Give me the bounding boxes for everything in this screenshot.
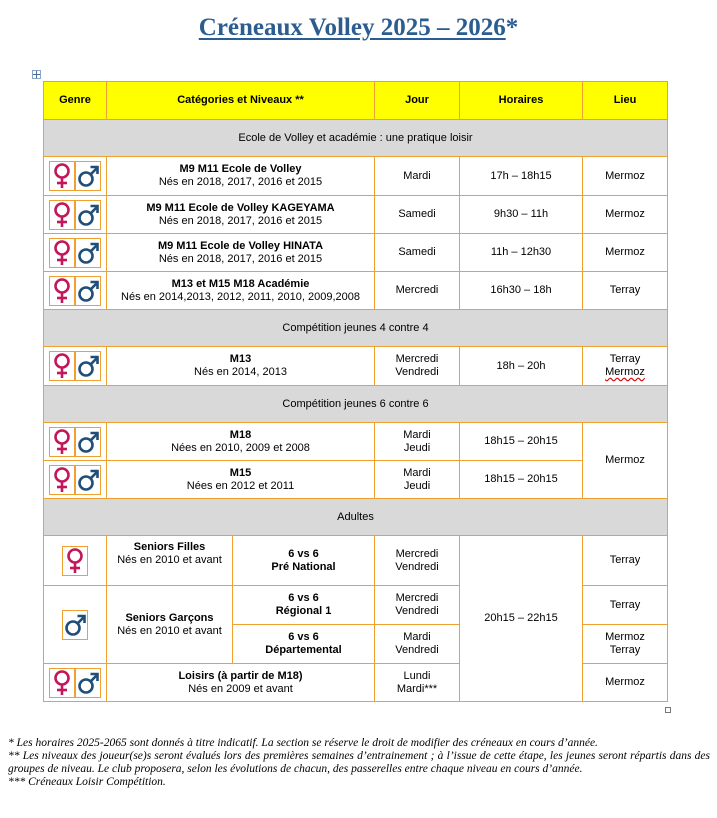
table-move-handle-icon[interactable]: [32, 70, 41, 79]
day-2: Vendredi: [395, 560, 439, 573]
day-1: Mercredi: [395, 592, 439, 604]
table-resize-handle[interactable]: [665, 707, 671, 713]
level-name: Départemental: [265, 644, 342, 656]
birth-years: Nés en 2010 et avant: [117, 554, 222, 566]
category-name: M15: [229, 466, 252, 479]
day-2: Jeudi: [403, 441, 431, 454]
day-1: Mardi: [403, 428, 431, 441]
category-cell: [107, 423, 375, 461]
genre-cell: [44, 423, 107, 461]
place-cell: Terray: [583, 272, 668, 310]
genre-cell: [44, 586, 107, 664]
place-1: Mermoz: [605, 631, 645, 643]
place-cell: Mermoz: [583, 234, 668, 272]
female-symbol-icon: [49, 238, 75, 268]
time-cell: 11h – 12h30: [460, 234, 583, 272]
day-cell: Mercredi: [375, 272, 460, 310]
level-cell: [233, 625, 375, 664]
day-cell: [375, 423, 460, 461]
place-cell: [583, 347, 668, 386]
day-2: Vendredi: [395, 644, 439, 656]
section-comp4: Compétition jeunes 4 contre 4: [44, 310, 668, 347]
category-cell: [107, 536, 233, 586]
category-name: Seniors Garçons: [125, 611, 214, 624]
footnote-3: *** Créneaux Loisir Compétition.: [8, 776, 166, 788]
level-name: Régional 1: [275, 605, 332, 617]
genre-cell: [44, 272, 107, 310]
section-row: [44, 386, 668, 423]
section-row: [44, 310, 668, 347]
section-comp6: Compétition jeunes 6 contre 6: [44, 386, 668, 423]
genre-cell: [44, 461, 107, 499]
day-cell: [375, 625, 460, 664]
day-cell: [375, 586, 460, 625]
male-symbol-icon: [75, 161, 101, 191]
time-cell: 18h15 – 20h15: [460, 461, 583, 499]
place-cell: Terray: [583, 536, 668, 586]
day-2: Jeudi: [403, 479, 431, 492]
day-cell: Mardi: [375, 157, 460, 196]
level-cell: [233, 536, 375, 586]
birth-years: Nés en 2014,2013, 2012, 2011, 2010, 2009,2008: [121, 290, 360, 303]
table-row: [44, 272, 668, 310]
header-horaires: Horaires: [460, 82, 583, 120]
day-1: Mercredi: [395, 547, 439, 560]
category-cell: [107, 272, 375, 310]
title-asterisk: *: [505, 14, 519, 41]
header-categories: Catégories et Niveaux **: [107, 82, 375, 120]
time-cell: 16h30 – 18h: [460, 272, 583, 310]
genre-cell: [44, 196, 107, 234]
table-row: [44, 157, 668, 196]
category-cell: [107, 196, 375, 234]
header-lieu: Lieu: [583, 82, 668, 120]
day-1: Mardi: [403, 466, 431, 479]
genre-cell: [44, 234, 107, 272]
day-cell: [375, 461, 460, 499]
time-cell: 18h – 20h: [460, 347, 583, 386]
category-cell: [107, 234, 375, 272]
footnote-1: * Les horaires 2025-2065 sont donnés à titre indicatif. La section se réserve le droit de modifier des créneaux en cours d’année.: [8, 737, 598, 749]
day-cell: Samedi: [375, 234, 460, 272]
genre-cell: [44, 157, 107, 196]
header-jour: Jour: [375, 82, 460, 120]
table-row: [44, 347, 668, 386]
male-symbol-icon: [75, 427, 101, 457]
section-row: [44, 120, 668, 157]
time-cell: 17h – 18h15: [460, 157, 583, 196]
header-row: [44, 82, 668, 120]
male-symbol-icon: [75, 276, 101, 306]
day-1: Mercredi: [395, 353, 439, 365]
category-name: M9 M11 Ecole de Volley KAGEYAMA: [146, 201, 335, 214]
level-format: 6 vs 6: [288, 592, 319, 604]
section-adultes: Adultes: [44, 499, 668, 536]
category-name: M9 M11 Ecole de Volley: [179, 163, 302, 175]
place-cell: Mermoz: [583, 664, 668, 702]
place-cell: Mermoz: [583, 423, 668, 499]
footnote-2: ** Les niveaux des joueur(se)s seront évalués lors des premières semaines d’entrainement ; à l’issue de cette étape, les jeunes seront répartis dans des groupes de niveau. Le club proposera, selon les évolutions de chacun, des passerelles entre chaque niveau en cours d’année.: [8, 750, 710, 775]
place-2: Mermoz: [605, 366, 645, 378]
male-symbol-icon: [75, 238, 101, 268]
category-name: M9 M11 Ecole de Volley HINATA: [157, 239, 324, 252]
male-symbol-icon: [75, 351, 101, 381]
category-cell: [107, 461, 375, 499]
day-2: Vendredi: [395, 366, 439, 378]
category-name: Loisirs (à partir de M18): [178, 669, 303, 682]
female-symbol-icon: [49, 351, 75, 381]
section-row: [44, 499, 668, 536]
section-ecole: Ecole de Volley et académie : une pratique loisir: [44, 120, 668, 157]
table-row: [44, 536, 668, 586]
table-row: [44, 461, 668, 499]
category-cell: [107, 586, 233, 664]
place-cell: [583, 625, 668, 664]
category-cell: [107, 157, 375, 196]
table-row: [44, 423, 668, 461]
female-symbol-icon: [49, 200, 75, 230]
genre-cell: [44, 536, 107, 586]
day-2: Vendredi: [395, 605, 439, 617]
female-symbol-icon: [49, 276, 75, 306]
time-cell: 18h15 – 20h15: [460, 423, 583, 461]
time-cell: 20h15 – 22h15: [460, 536, 583, 702]
level-name: Pré National: [271, 560, 336, 573]
day-cell: [375, 347, 460, 386]
male-symbol-icon: [62, 610, 88, 640]
place-cell: Mermoz: [583, 157, 668, 196]
male-symbol-icon: [75, 668, 101, 698]
place-cell: Mermoz: [583, 196, 668, 234]
header-genre: Genre: [44, 82, 107, 120]
female-symbol-icon: [49, 161, 75, 191]
female-symbol-icon: [49, 465, 75, 495]
day-cell: [375, 536, 460, 586]
category-name: M13 et M15 M18 Académie: [171, 277, 310, 290]
male-symbol-icon: [75, 200, 101, 230]
birth-years: Nés en 2018, 2017, 2016 et 2015: [158, 176, 323, 188]
day-1: Mardi: [403, 631, 431, 643]
female-symbol-icon: [62, 546, 88, 576]
birth-years: Nés en 2014, 2013: [194, 366, 287, 378]
table-row: [44, 234, 668, 272]
schedule-table: [43, 81, 668, 702]
title-text: Créneaux Volley 2025 – 2026: [198, 14, 506, 41]
page-title: [0, 14, 717, 42]
category-name: M18: [229, 428, 252, 441]
male-symbol-icon: [75, 465, 101, 495]
table-row: [44, 196, 668, 234]
place-2: Terray: [609, 644, 641, 656]
day-cell: Samedi: [375, 196, 460, 234]
birth-years: Nés en 2018, 2017, 2016 et 2015: [158, 252, 323, 265]
birth-years: Nés en 2009 et avant: [188, 682, 293, 695]
place-cell: Terray: [583, 586, 668, 625]
birth-years: Nés en 2018, 2017, 2016 et 2015: [158, 214, 323, 227]
genre-cell: [44, 664, 107, 702]
day-cell: [375, 664, 460, 702]
time-cell: 9h30 – 11h: [460, 196, 583, 234]
genre-cell: [44, 347, 107, 386]
birth-years: Nées en 2012 et 2011: [186, 479, 295, 492]
female-symbol-icon: [49, 427, 75, 457]
category-name: M13: [229, 353, 252, 365]
category-cell: [107, 347, 375, 386]
level-format: 6 vs 6: [288, 631, 319, 643]
level-cell: [233, 586, 375, 625]
footnotes: [8, 737, 710, 789]
female-symbol-icon: [49, 668, 75, 698]
category-name: Seniors Filles: [133, 541, 206, 553]
level-format: 6 vs 6: [288, 547, 319, 560]
birth-years: Nées en 2010, 2009 et 2008: [171, 441, 310, 454]
category-cell: [107, 664, 375, 702]
place-1: Terray: [609, 353, 641, 365]
birth-years: Nés en 2010 et avant: [117, 624, 222, 637]
day-1: Lundi: [403, 669, 431, 682]
day-2: Mardi***: [396, 682, 438, 695]
